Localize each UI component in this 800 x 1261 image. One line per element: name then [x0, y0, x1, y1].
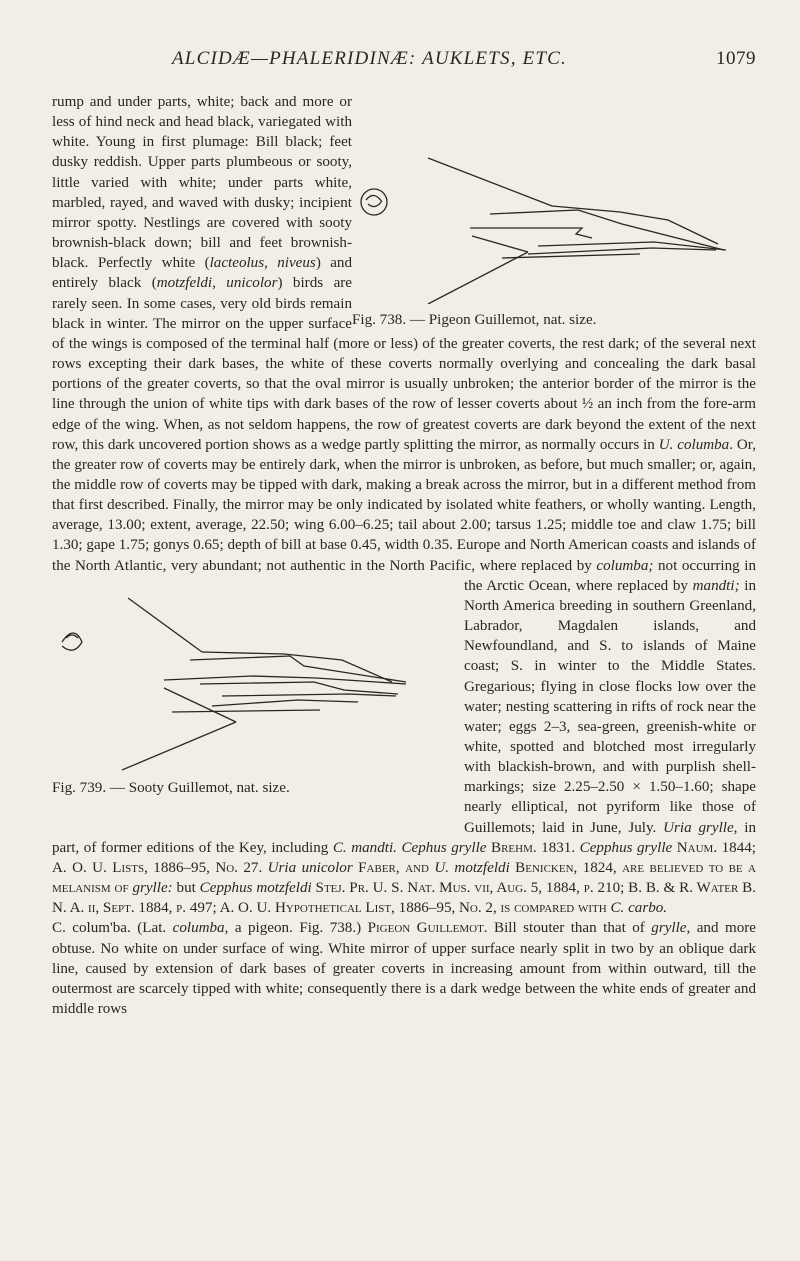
text-segment: ) birds are rarely seen. In some cases, very old birds remain black in winter. The mirror on the upper surface of the wings is composed of the terminal half (more or less) of the greater coverts, the rest dark; of the several next rows excepting their dark bases, the white of these coverts normally overlying and concealing the dark basal portions of the greater coverts, so that the oval mirror is usually unbroken; the anterior border of the mirror is the line through the union of white tips with dark bases of the row of lesser coverts about ½ an inch from the fore-arm edge of the wing. When, as not seldom happens, the row of greatest coverts are dark beyond the extent of the next row, this dark uncovered portion shows as a wedge partly splitting the mirror, as normally occurs in	[52, 275, 756, 453]
text-segment-smallcaps: Benicken, 1824, are believed to be a melanism of	[52, 859, 756, 897]
figure-739	[52, 582, 464, 818]
text-segment-italic: Uria grylle,	[663, 819, 738, 836]
figure-739-caption: Fig. 739. — Sooty Guillemot, nat. size.	[52, 779, 290, 796]
text-segment: Bill stouter than that of	[487, 920, 652, 937]
text-segment: but	[172, 880, 200, 897]
text-segment-italic: grylle	[651, 920, 687, 937]
text-segment-italic: mandti;	[692, 577, 740, 594]
text-segment-italic: lacteolus, niveus	[209, 255, 316, 272]
text-segment: columba;	[596, 557, 654, 574]
text-segment-smallcaps: Naum. 1844; A. O. U. Lists, 1886–95, No. 27.	[52, 839, 756, 876]
text-segment-italic: Cepphus motzfeldi	[199, 880, 312, 897]
sooty-guillemot-bill-illustration	[52, 582, 464, 772]
text-segment-smallcaps: Faber, and	[352, 859, 435, 876]
pigeon-guillemot-bill-illustration	[352, 154, 756, 304]
text-segment-italic: U. motzfeldi	[434, 859, 510, 876]
text-segment-smallcaps: Stej. Pr. U. S. Nat. Mus. vii, Aug. 5, 1884, p. 210; B. B. & R. Water B. N. A. ii, Sept. 1884, p. 497; A. O. U. Hypothetical List, 1886–95, No. 2, is compared with	[52, 880, 756, 917]
body-text	[52, 92, 756, 1019]
text-segment-italic: grylle:	[132, 880, 173, 897]
text-segment-italic: columba	[172, 920, 225, 937]
text-segment-italic: Cepphus grylle	[579, 839, 673, 856]
page-number: 1079	[716, 48, 756, 69]
figure-738	[352, 154, 756, 329]
common-name: Pigeon Guillemot.	[367, 920, 488, 937]
text-segment-smallcaps: Brehm. 1831.	[486, 839, 580, 856]
running-head: ALCIDÆ—PHALERIDINÆ: AUKLETS, ETC.	[172, 48, 568, 69]
text-segment: not occurring in the Arctic Ocean, where replaced by	[464, 557, 756, 594]
text-segment: . Or, the greater row of coverts may be entirely dark, when the mirror is unbroken, as before, but much smaller; or, again, the middle row of coverts may be tipped with dark, making a break across the mirror, but in a different method from that first described. Finally, the mirror may be only indicated by isolated white feathers, or wholly wanting. Length, average, 13.00; extent, average, 22.50; wing 6.00–6.25; tail about 2.00; tarsus 1.25; middle toe and claw 1.75; bill 1.30; gape 1.75; gonys 0.65; depth of bill at base 0.45, width 0.35. Europe and North American coasts and islands of the North Atlantic, very abundant; not authentic in the North Pacific, where replaced by	[52, 436, 756, 574]
text-segment-italic: U. columba	[658, 436, 730, 453]
text-segment-italic: C. carbo.	[610, 900, 668, 917]
text-segment: in part, of former editions of the Key, including	[52, 819, 756, 856]
text-segment: rump and under parts, white; back and more or less of hind neck and head black, variegated with white. Young in first plumage: Bill black; feet dusky reddish. Upper parts plumbeous or sooty, little varied with white; under parts white, marbled, rayed, and waved with dusky; incipient mirror spotty. Nestlings are covered with sooty brownish-black down; bill and feet brownish-black. Perfectly white (	[52, 94, 352, 272]
figure-738-caption: Fig. 738. — Pigeon Guillemot, nat. size.	[352, 312, 597, 329]
text-segment-italic: C. mandti. Cephus grylle	[332, 839, 487, 856]
text-segment: in North America breeding in southern Greenland, Labrador, Magdalen islands, and Newfoundland, and S. to islands of Maine coast; S. in winter to the Middle States. Gregarious; flying in close flocks low over the water; nesting scattering in rifts of rock near the water; eggs 2–3, sea-green, greenish-white or white, spotted and blotched most irregularly with blackish-brown, and with purplish shell-markings; size 2.25–2.50 × 1.50–1.60; shape nearly elliptical, not pyriform like those of Guillemots; laid in June, July.	[464, 577, 757, 836]
text-segment-italic: Uria unicolor	[267, 859, 353, 876]
species-heading: C. colum'ba.	[52, 920, 131, 937]
text-segment-italic: motzfeldi, unicolor	[156, 275, 278, 292]
text-segment: (Lat.	[130, 920, 173, 937]
text-segment: , and more obtuse. No white on under surface of wing. White mirror of upper surface nearly split in two by an oblique dark line, caused by extension of dark bases of greater coverts in increasing amount from within outward, till the outermost are scarcely tipped with white; consequently there is a dark wedge between the white ends of greater and middle rows	[52, 920, 757, 1018]
text-segment: ) and entirely black (	[52, 255, 352, 292]
paragraph-columba	[52, 918, 756, 1019]
text-segment: , a pigeon. Fig. 738.)	[224, 920, 368, 937]
